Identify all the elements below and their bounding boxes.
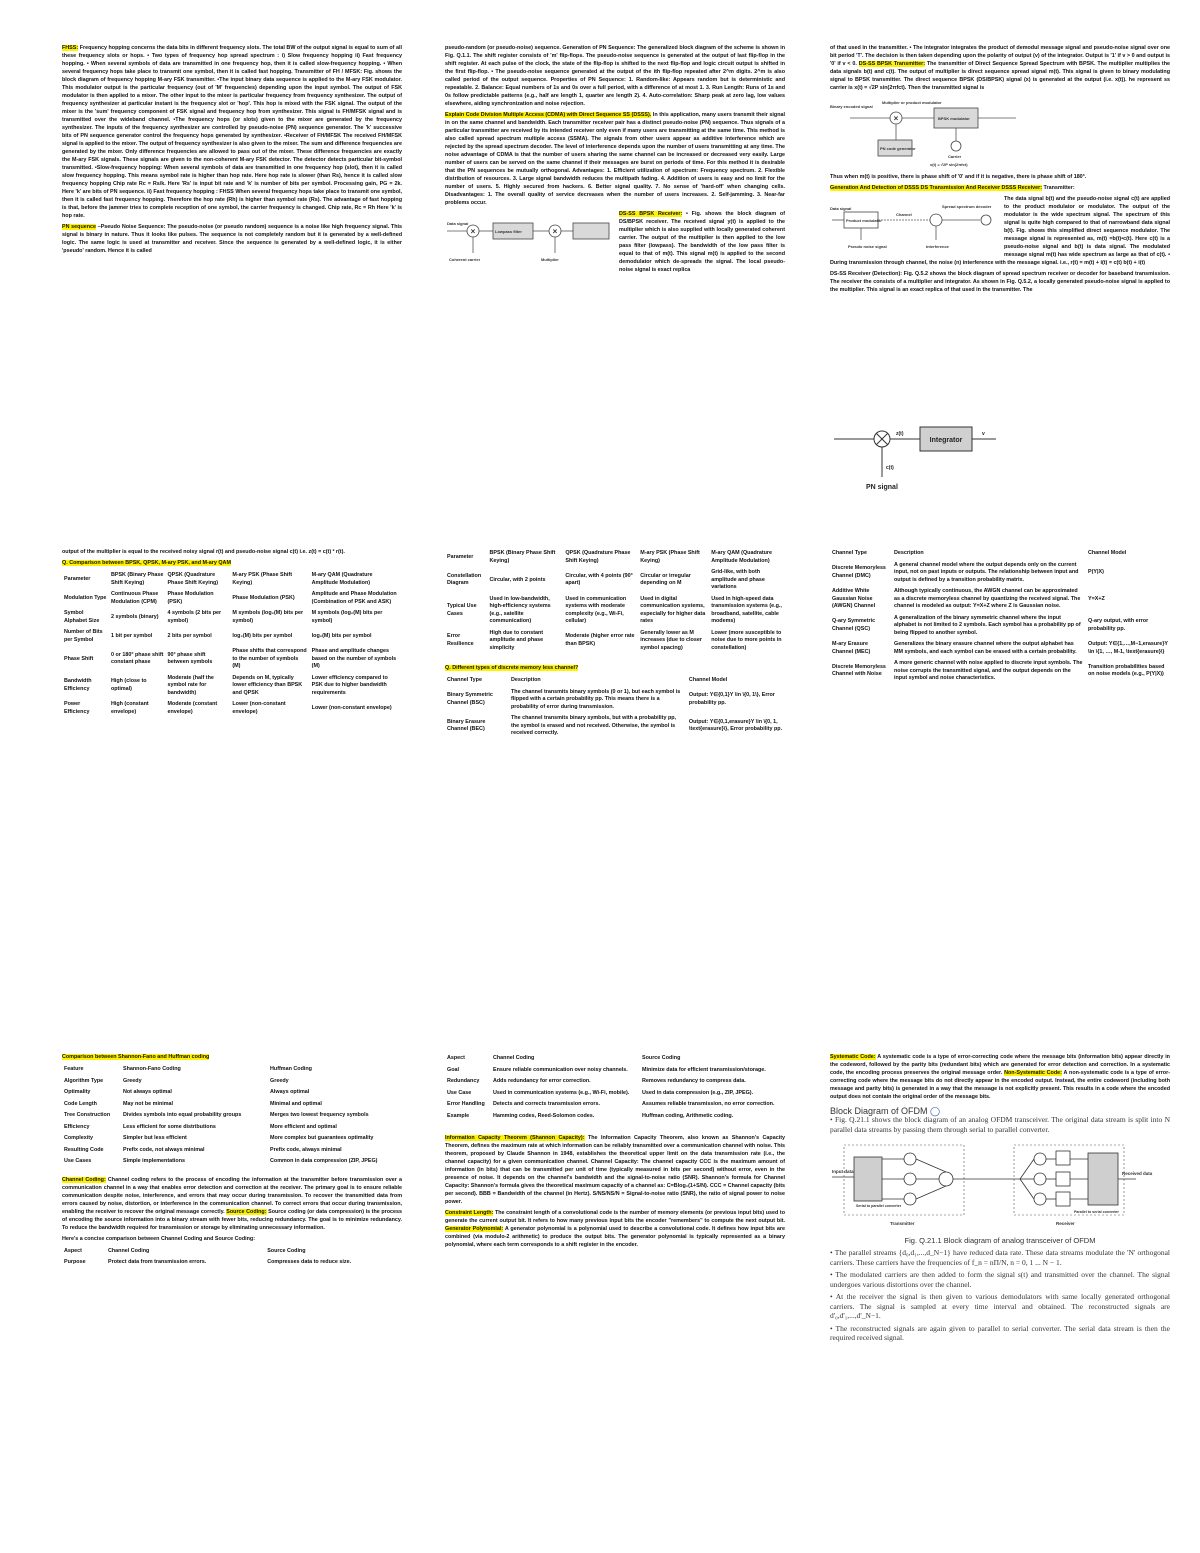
- header-cell: Shannon-Fano Coding: [123, 1066, 181, 1072]
- table-row: [445, 628, 785, 655]
- panel-fhss: [62, 44, 402, 499]
- svg-text:×: ×: [470, 227, 476, 236]
- header-cell: Aspect: [64, 1247, 82, 1254]
- table-cell: Generally lower as M increases (due to closer symbol spacing): [640, 629, 702, 651]
- ofdm-title-text: Block Diagram of OFDM: [830, 1106, 928, 1116]
- comp-title-text: Q. Comparison between BPSK, QPSK, M-ary PSK, and M-ary QAM: [62, 560, 231, 566]
- table-cell: Phase shifts that correspond to the number of symbols (M): [232, 648, 307, 669]
- table-cell: Assumes reliable transmission, no error correction.: [642, 1101, 775, 1107]
- table-row: [62, 673, 402, 700]
- table-cell: log₂(M) bits per symbol: [311, 632, 372, 639]
- pn-continued: pseudo-random (or pseudo-noise) sequence. Generation of PN Sequence: The generalized block diagram of the scheme is shown in Fig. Q.1.1. The shift register consists of 'm' flip-flops. The pseudo-noise sequence is generated at the output of last flip-flop in the shift register. At each pulse of the clock, the state of the flip-flop is shifted to the next flip-flop and logic circuit output is shifted in the first flip-flop. • The pseudo-noise sequence generated at the output of the ith flip-flop repeated after 2^m digits. 2^m is also called period of the output sequence. Properties of PN Sequence: 1. Random-like: Appears random but is deterministic and repeatable. 2. Balance: Equal numbers of 1s and 0s over a full period, with a difference of at most 1. 3. Run Length: Runs of 1s and 0s follow predictable patterns (e.g., half are length 1, quarter are length 2). 4. Auto-correlation: Sharp peak at zero lag, low values elsewhere, aiding synchronization and noise rejection.: [445, 45, 785, 107]
- table-cell: Moderate (higher error rate than BPSK): [565, 633, 635, 647]
- table-cell: Less efficient for some distributions: [123, 1123, 216, 1130]
- svg-text:×: ×: [893, 114, 899, 123]
- gp-text: A generator polynomial is a polynomial used to describe a convolutional code. It defines how input bits are combined (via modulo-2 arithmetic) to produce the output bits. The generator polynomial is typically represented as a binary polynomial, where each term corresponds to a shift register in the encoder.: [445, 1226, 785, 1248]
- ict-label: Information Capacity Theorem (Shannon Capacity):: [445, 1135, 585, 1141]
- v-label: v: [982, 431, 985, 437]
- cc-sc-summary: Here's a concise comparison between Channel Coding and Source Coding:: [62, 1235, 255, 1242]
- cdma-paragraph: [445, 111, 785, 207]
- ofdm-block-diagram: [830, 1137, 1170, 1245]
- table-row: [445, 1088, 785, 1100]
- fig-pn: PN code generator: [880, 146, 916, 151]
- header-cell: M-ary QAM (Quadrature Amplitude Modulation): [311, 572, 373, 586]
- table-header-row: [62, 1246, 402, 1258]
- table-cell: 90° phase shift between symbols: [167, 651, 213, 666]
- panel-shannon-huffman: [62, 1053, 402, 1483]
- ofdm-bullet-4: • At the receiver the signal is then given to various demodulators with same locally generated orthogonal carriers. The signal is sampled at every time interval and obtained. The reconstructed signals are d'₀,d'₁,...,d'_N−1.: [830, 1292, 1170, 1320]
- table-cell: Discrete Memoryless Channel (DMC): [832, 565, 886, 579]
- cc-sc-table-cont: [445, 1053, 785, 1122]
- header-cell: BPSK (Binary Phase Shift Keying): [489, 550, 556, 564]
- table-cell: log₂(M) bits per symbol: [232, 632, 293, 639]
- gen-fig-channel: Channel: [896, 212, 912, 217]
- table-cell: Q-ary Symmetric Channel (QSC): [832, 618, 876, 632]
- table-cell: Y=X+Z: [1088, 595, 1105, 602]
- table-cell: Used in communication systems (e.g., Wi-Fi, mobile).: [493, 1089, 630, 1096]
- svg-text:×: ×: [552, 227, 558, 236]
- table-cell: Lower (more susceptible to noise due to more points in constellation): [711, 629, 782, 651]
- table-cell: Error Handling: [447, 1101, 485, 1107]
- table-cell: Always optimal: [270, 1089, 310, 1095]
- gen-fig-decoder: Spread spectrum decoder: [942, 204, 992, 209]
- table-row: [445, 1076, 785, 1088]
- table-cell: Discrete Memoryless Channel with Noise: [832, 663, 886, 678]
- ofdm-input-label: Input data: [832, 1169, 854, 1174]
- fig-carrier: Carrier: [948, 154, 962, 159]
- pn-paragraph: [62, 223, 402, 255]
- table-cell: Continuous Phase Modulation (CPM): [110, 591, 159, 605]
- ofdm-output-label: Received data: [1122, 1171, 1153, 1176]
- table-row: [830, 613, 1170, 640]
- header-cell: Description: [511, 677, 541, 683]
- table-cell: Grid-like, with both amplitude and phase variations: [711, 569, 765, 590]
- dsbpsk-text: • Fig. shows the block diagram of DS/BPSK receiver. The received signal y(t) is applied to the multiplier which is also supplied with locally generated coherent carrier. The output of the multiplier is then applied to the low pass filter (lowpass). The bandwidth of the low pass filter is equal to that of m(t). This signal m(t) is applied to the second demodulator which de-spreads the signal. The local pseudo-noise signal is exact replica: [619, 211, 785, 273]
- fig-eq: x(t) = √2P sin(2πfct): [930, 162, 968, 167]
- sf-title: [62, 1053, 402, 1061]
- table-cell: A generalization of the binary symmetric channel where the input alphabet is not limited to 2 symbols. Each symbol has a probability pp of being flipped to another symbol.: [894, 614, 1081, 636]
- header-cell: Channel Type: [447, 677, 482, 683]
- table-cell: High (constant envelope): [110, 701, 149, 715]
- gen-fig-data: Data signal: [830, 206, 852, 211]
- table-cell: Redundancy: [447, 1078, 480, 1084]
- panel-comparison-psk: [62, 548, 402, 938]
- header-cell: Description: [894, 550, 924, 556]
- table-cell: Prefix code, not always minimal: [123, 1146, 205, 1153]
- header-cell: M-ary QAM (Quadrature Amplitude Modulation): [711, 550, 773, 564]
- table-cell: Constellation Diagram: [447, 572, 482, 587]
- systematic-paragraph: [830, 1053, 1170, 1101]
- header-cell: Channel Coding: [108, 1247, 150, 1254]
- dsbpsk-receiver-diagram: [445, 213, 615, 273]
- table-cell: Output: Y∈{1,…,M−1,erasure}Y \in \{1, …, M-1, \text{erasure}\}: [1088, 641, 1168, 655]
- dsss-gen-diagram: [830, 198, 1000, 254]
- table-cell: Bandwidth Efficiency: [64, 678, 92, 692]
- fig-binary: Binary encoded signal: [830, 104, 873, 109]
- table-cell: Phase and amplitude changes based on the number of symbols (M): [311, 648, 397, 669]
- pn-text: –Pseudo Noise Sequence: The pseudo-noise (or pseudo random) sequence is a noise like high frequency signal. This signal is binary in nature. Thus it looks like pulses. The sequence is not completely random but it is generated by a well-defined logic. The same logic is used at transmitter and receiver. Since the sequence is generated by a well-defined logic, it is either 'pseudo' random. Hence it is called: [62, 224, 402, 254]
- table-row: [445, 1099, 785, 1111]
- table-cell: Modulation Type: [64, 594, 107, 601]
- table-row: [62, 1156, 402, 1168]
- table-row: [62, 646, 402, 673]
- header-cell: QPSK (Quadrature Phase Shift Keying): [565, 550, 631, 564]
- ofdm-section: [830, 1107, 1170, 1343]
- table-cell: Protect data from transmission errors.: [108, 1259, 207, 1265]
- table-cell: Although typically continuous, the AWGN channel can be approximated as a discrete memoryless channel by quantizing the received signal. The channel is modeled as output: Y=X+Z where Z is Gaussian noise.: [894, 588, 1081, 609]
- header-cell: Channel Coding: [493, 1055, 535, 1061]
- table-row: [62, 1099, 402, 1111]
- table-cell: M symbols (log₂(M) bits per symbol): [232, 610, 304, 624]
- ofdm-bullet-3: • The modulated carriers are then added to form the signal s(t) and transmitted over the channel. The signal undergoes various distortions over the channel.: [830, 1270, 1170, 1289]
- table-cell: A general channel model where the output depends only on the current input, not on past inputs or outputs. The relationship between input and output is defined by a transition probability matrix.: [894, 561, 1079, 583]
- header-cell: Parameter: [64, 575, 91, 582]
- cc-label: Channel Coding:: [62, 1176, 106, 1183]
- gp-label: Generator Polynomial:: [445, 1226, 504, 1232]
- sf-huffman-table: [62, 1064, 402, 1168]
- table-cell: The channel transmits binary symbols (0 or 1), but each symbol is flipped with a certain probability pp. This means there is a probability of error during transmission.: [511, 688, 681, 710]
- fhss-label: FHSS:: [62, 45, 79, 51]
- header-cell: Channel Model: [688, 677, 728, 683]
- header-cell: Aspect: [447, 1055, 465, 1061]
- table-cell: Phase Shift: [64, 655, 94, 662]
- table-row: [62, 1257, 402, 1269]
- table-row: [830, 586, 1170, 613]
- table-cell: Purpose: [64, 1259, 86, 1265]
- table-cell: M-ary Erasure Channel (MEC): [832, 641, 871, 655]
- table-cell: Example: [447, 1112, 470, 1119]
- table-header-row: [445, 1053, 785, 1065]
- cl-paragraph: [445, 1209, 785, 1249]
- table-cell: Efficiency: [64, 1123, 90, 1130]
- psk-comparison-table: [62, 570, 402, 718]
- header-cell: BPSK (Binary Phase Shift Keying): [110, 572, 164, 586]
- table-row: [62, 627, 402, 646]
- table-cell: Output: Y∈{0,1}Y \in \{0, 1\}, Error probability pp.: [688, 692, 775, 706]
- table-row: [62, 1145, 402, 1157]
- table-cell: Transition probabilities based on noise models (e.g., P(Y|X)): [1088, 663, 1165, 678]
- table-cell: Detects and corrects transmission errors.: [493, 1101, 600, 1107]
- table-cell: High (close to optimal): [110, 678, 147, 692]
- dsbpsk-label: DS-SS BPSK Receiver:: [619, 211, 683, 217]
- table-header-row: [62, 1064, 402, 1076]
- table-cell: Symbol Alphabet Size: [64, 610, 100, 624]
- table-cell: Ensure reliable communication over noisy channels.: [493, 1066, 628, 1073]
- table-cell: Typical Use Cases: [447, 603, 477, 617]
- table-cell: Simple implementations: [123, 1158, 186, 1164]
- table-cell: More complex but guarantees optimality: [270, 1135, 374, 1141]
- mem-title: [445, 664, 785, 672]
- table-row: [62, 699, 402, 718]
- table-row: [62, 1122, 402, 1134]
- cc-sc-table: [62, 1246, 402, 1269]
- ofdm-sp-label: Serial to parallel converter: [856, 1204, 902, 1208]
- dsss-intro: [830, 44, 1170, 92]
- table-cell: Goal: [447, 1066, 459, 1073]
- table-cell: 1 bit per symbol: [110, 632, 153, 639]
- fig-label-lpf: Lowpass filter: [495, 229, 522, 234]
- table-cell: Greedy: [123, 1077, 142, 1084]
- table-cell: Adds redundancy for error correction.: [493, 1078, 591, 1084]
- ict-paragraph: [445, 1134, 785, 1206]
- table-cell: Additive White Gaussian Noise (AWGN) Channel: [832, 588, 876, 609]
- table-cell: Complexity: [64, 1135, 94, 1141]
- table-cell: M symbols (log₂(M) bits per symbol): [311, 610, 383, 624]
- table-cell: Use Cases: [64, 1158, 92, 1164]
- table-cell: Minimize data for efficient transmission/storage.: [642, 1066, 766, 1073]
- gen-label: Generation And Detection of DSSS DS Transmission And Receiver DSSS Receiver:: [830, 185, 1042, 191]
- panel-channel-types: [830, 548, 1170, 938]
- header-cell: Feature: [64, 1066, 84, 1072]
- table-cell: Hamming codes, Reed-Solomon codes.: [493, 1112, 595, 1119]
- table-cell: Binary Symmetric Channel (BSC): [447, 692, 493, 706]
- table-cell: Circular, with 4 points (90° apart): [565, 572, 633, 587]
- gen-heading: [830, 184, 1170, 192]
- sys-text: A systematic code is a type of error-correcting code where the message bits (information bits) appear directly in the codeword, followed by the parity bits (redundant bits) which are generated for error detection and correction. In a systematic code, the encoding process preserves the original message order.: [830, 1054, 1170, 1076]
- table-cell: Used in data compression (e.g., ZIP, JPEG).: [642, 1089, 754, 1096]
- table-header-row: [445, 675, 785, 687]
- table-cell: Lower efficiency compared to PSK due to higher bandwidth requirements: [311, 674, 388, 696]
- panel-coding-capacity: [445, 1053, 785, 1483]
- table-cell: Removes redundancy to compress data.: [642, 1078, 746, 1084]
- header-cell: Huffman Coding: [270, 1066, 312, 1072]
- table-cell: Common in data compression (ZIP, JPEG): [270, 1158, 378, 1164]
- table-cell: May not be minimal: [123, 1100, 174, 1107]
- table-row: [62, 1133, 402, 1145]
- table-cell: A more generic channel with noise applied to discrete input symbols. The noise corrupts the transmitted signal, and the output depends on the input symbol and noise characteristics.: [894, 660, 1083, 681]
- table-cell: Prefix code, always minimal: [270, 1146, 342, 1153]
- sc-label: Source Coding:: [226, 1208, 267, 1215]
- psk-comparison-table-2: [445, 548, 785, 654]
- cdma-text: In this application, many users transmit their signal in on the same channel and bandwidth. Each transmitter receiver pair has a distinct pseudo-noise (PN) sequence. Thus signals of a particular transmitter are received by its intended receiver only even if many users are transmitting at the same time. This method is also called spread spectrum multiple access (SSMA). The signals from other users appear as additive interference which are rejected by the spread spectrum decoder. The level of interference depends upon the number of users transmitting at any time. The noise advantage of CDMA is that the number of users sharing the same channel can be increased or decreased very easily. Large number of users can be served on the same channel if their messages are burst on periods of time. For this method it is desirable that the PN sequences be mutually orthogonal. Advantages: 1. Efficient utilization of spectrum: Frequency spectrum. 2. Flexible distribution of resources. 3. Large signal bandwidth reduces the multipath fading. 4. Addition of users is easy and no limit for the number of users. 5. Highly secured from hackers. 6. Better signal quality. 7. No sense of 'hard-off' when changing cells. Disadvantages: 1. The overall quality of service decreases when the number of users increases. 2. Self-jamming. 3. Near-far problems occur.: [445, 112, 785, 206]
- gen-text: The data signal b(t) and the pseudo-noise signal c(t) are applied to the product modulator or modulator. The output of the modulator is the wide spectrum signal. The spectrum of this signal is quite high compared to that of narrowband data signal b(t). Fig. shows this simplified direct sequence modulator. The message signal is represented as, m(t) =b(t)•c(t). Here c(t) is a pseudo-noise signal and b(t) is data signal. The modulated message signal m(t) has wide spectrum as large as that of c(t). • During transmission through channel, the noise (n) interference with the message signal. i.e., r(t) = m(t) + i(t) = c(t) b(t) + i(t): [830, 196, 1170, 266]
- gen-fig-pn: Pseudo noise signal: [848, 244, 887, 249]
- panel-pn-cdma: [445, 44, 785, 499]
- table-header-row: [445, 548, 785, 567]
- gen-fig-noise: Interference: [926, 244, 949, 249]
- edit-icon: ◯: [930, 1106, 941, 1116]
- header-cell: M-ary PSK (Phase Shift Keying): [232, 572, 292, 586]
- table-cell: 4 symbols (2 bits per symbol): [167, 610, 222, 624]
- ofdm-ps-label: Parallel to serial converter: [1074, 1210, 1119, 1214]
- gen-tx-label: Transmitter:: [1043, 185, 1075, 191]
- table-row: [830, 658, 1170, 685]
- gen-fig-prod: Product modulator: [846, 218, 882, 223]
- header-cell: Source Coding: [642, 1055, 681, 1061]
- table-cell: Q-ary output, with error probability pp.: [1088, 618, 1149, 632]
- table-cell: Used in high-speed data transmission systems (e.g., broadband, satellite, cable modems): [711, 595, 782, 624]
- table-cell: Binary Erasure Channel (BEC): [447, 718, 486, 733]
- table-cell: Use Case: [447, 1089, 472, 1096]
- ofdm-figure-caption: Fig. Q.21.1 Block diagram of analog transceiver of OFDM: [904, 1236, 1096, 1245]
- table-cell: Circular, with 2 points: [489, 576, 546, 583]
- ds-transmitter-diagram: [830, 98, 1020, 170]
- table-cell: More efficient and optimal: [270, 1123, 337, 1130]
- sc-text: Source coding (or data compression) is the process of encoding the source information into a binary stream with fewer bits, reducing redundancy. The goal is to minimize redundancy. To reduce the bandwidth required for transmission or storage by eliminating unnecessary information.: [62, 1208, 402, 1231]
- ofdm-bullet-2: • The parallel streams {d₀,d₁,...,d_N−1} have reduced data rate. These data streams modulate the 'N' orthogonal carriers. These carriers have the frequencies of f_n = nΠ/N, n = 0, 1 ... N − 1.: [830, 1248, 1170, 1267]
- table-row: [62, 1110, 402, 1122]
- channel-types-table: [830, 548, 1170, 685]
- table-cell: Tree Construction: [64, 1112, 111, 1118]
- table-cell: Phase Modulation (PSK): [232, 594, 295, 601]
- table-cell: Divides symbols into equal probability groups: [123, 1112, 242, 1118]
- p4-intro: output of the multiplier is equal to the received noisy signal r(t) and pseudo-noise signal c(t) i.e. z(t) = c(t) ² r(t).: [62, 549, 345, 555]
- ds-tx-end: Thus when m(t) is positive, there is phase shift of '0' and if it is negative, there is phase shift of 180°.: [830, 174, 1087, 180]
- header-cell: Channel Type: [832, 550, 867, 556]
- table-header-row: [830, 548, 1170, 560]
- table-cell: Resulting Code: [64, 1146, 104, 1153]
- table-cell: P(Y|X): [1088, 569, 1104, 575]
- table-cell: Optimality: [64, 1089, 91, 1095]
- table-cell: Number of Bits per Symbol: [64, 629, 103, 643]
- gen-rx-text: Fig. Q.5.2 shows the block diagram of spread spectrum receiver or decoder for baseband transmission. The receiver the consists of a multiplier and integrator. As shown in Fig. Q.5.2, a locally generated pseudo-noise signal is applied to the multiplier. This signal is an exact replica of that used in the transmitter. The: [830, 271, 1170, 293]
- table-cell: Not always optimal: [123, 1089, 172, 1095]
- table-cell: 0 or 180° phase shift constant phase: [110, 651, 164, 666]
- integrator-diagram: [830, 417, 1000, 499]
- table-cell: Minimal and optimal: [270, 1100, 322, 1107]
- mem-title-text: Q. Different types of discrete memory less channel?: [445, 665, 579, 671]
- ofdm-bullet-5: • The reconstructed signals are again given to parallel to serial converter. The serial data stream is then the required received signal.: [830, 1323, 1170, 1342]
- fhss-paragraph: [62, 44, 402, 220]
- table-row: [830, 560, 1170, 587]
- table-row: [62, 608, 402, 627]
- table-cell: Generalizes the binary erasure channel where the output alphabet has MM symbols, and each symbol can be erased with a certain probability.: [894, 641, 1077, 655]
- panel-comparison-cont: [445, 548, 785, 938]
- table-row: [445, 1065, 785, 1077]
- table-cell: Lower (non-constant envelope): [232, 701, 286, 715]
- nonsys-text: A non-systematic code is a type of error-correcting code where the message bits do not directly appear in the encoded output. Instead, the entire codeword (including both message and parity bits) is generated in a way that the message is not explicitly present. This results in a code where the encoded output does not contain the original order of the message bits.: [830, 1070, 1170, 1100]
- table-cell: Amplitude and Phase Modulation (Combination of PSK and ASK): [311, 591, 397, 605]
- table-cell: Lower (non-constant envelope): [311, 704, 392, 711]
- table-cell: Used in communication systems with moderate complexity (e.g., Wi-Fi, cellular): [565, 595, 627, 624]
- header-cell: M-ary PSK (Phase Shift Keying): [640, 550, 700, 564]
- table-cell: The channel transmits binary symbols, but with a probability pp, the symbol is erased and not received. Otherwise, the symbol is received correctly.: [511, 715, 677, 736]
- table-header-row: [62, 570, 402, 589]
- table-cell: Huffman coding, Arithmetic coding.: [642, 1112, 734, 1119]
- table-row: [445, 594, 785, 628]
- table-row: [830, 639, 1170, 658]
- table-cell: High due to constant amplitude and phase simplicity: [489, 629, 544, 651]
- ds-tx-text: The transmitter of Direct Sequence Spread Spectrum with BPSK. The multiplier multiplies the data signals b(t) and c(t). The output of multiplier is direct sequence spread signal m(t). This signal is given to binary modulating signal to BPSK transmitter. The direct sequence BPSK (DS/BPSK) signal (x) is generated at the output (i.e. x(t)). he represent ss carrier is x(t) = √2P sin(2πfct). Then the transmitted signal is: [830, 61, 1170, 91]
- nonsys-label: Non-Systematic Code:: [1004, 1070, 1062, 1076]
- table-cell: Output: Y∈{0,1,erasure}Y \in \{0, 1, \text{erasure}\}, Error probability pp.: [688, 718, 783, 733]
- fig-bpsk: BPSK modulator: [938, 116, 970, 121]
- sys-label: Systematic Code:: [830, 1054, 876, 1060]
- panel-systematic-ofdm: [830, 1053, 1170, 1483]
- fig-label-input: Data signal: [447, 221, 469, 226]
- ofdm-tx-label: Transmitter: [890, 1221, 915, 1226]
- header-cell: QPSK (Quadrature Phase Shift Keying): [167, 572, 219, 586]
- table-cell: Circular or irregular depending on M: [640, 572, 691, 587]
- table-cell: Algorithm Type: [64, 1077, 104, 1084]
- comp-title: [62, 559, 402, 567]
- table-row: [62, 1087, 402, 1099]
- ct-label: c(t): [886, 465, 894, 471]
- table-cell: Used in low-bandwidth, high-efficiency systems (e.g., satellite communication): [489, 595, 551, 624]
- zt-label: z(t): [896, 431, 904, 437]
- ds-tx-label: DS-SS BPSK Transmitter:: [858, 61, 925, 67]
- gen-rx-label: DS-SS Receiver (Detection):: [830, 271, 903, 277]
- ict-text: The Information Capacity Theorem, also known as Shannon's Capacity Theorem, defines the maximum rate at which information can be reliably transmitted over a communication channel with noise. This theorem, proposed by Claude Shannon in 1948, establishes the theoretical upper limit on the data transmission rate (i.e., the channel capacity) for a given communication channel. Channel Capacity: The channel capacity CCC is the maximum amount of information (in bits) that can be transmitted per unit of time (typically measured in bits per second) without error, even in the presence of noise. It depends on the channel's bandwidth and the signal-to-noise ratio (SNR). Shannon's formula for Channel Capacity: Shannon's formula gives the theoretical maximum capacity of a channel as: C=Blog₂(1+S/N). CCC = Channel capacity (bits per second). BBB = Bandwidth of the channel (in Hertz). S/NS/NS/N = Signal-to-noise ratio (SNR), the ratio of signal power to noise power.: [445, 1135, 785, 1205]
- fig-mult: Multiplier or product modulator: [882, 100, 942, 105]
- header-cell: Channel Model: [1088, 550, 1127, 556]
- gen-rx-paragraph: [830, 270, 1170, 294]
- cl-label: Constraint Length:: [445, 1210, 494, 1216]
- table-cell: Depends on M, typically lower efficiency than BPSK and QPSK: [232, 674, 303, 696]
- integrator-label: Integrator: [929, 437, 963, 444]
- cdma-label: Explain Code Division Multiple Access (CDMA) with Direct Sequence SS (DSSS).: [445, 112, 652, 118]
- table-row: [62, 589, 402, 608]
- table-cell: 2 symbols (binary): [110, 613, 159, 620]
- table-cell: Compresses data to reduce size.: [267, 1259, 352, 1265]
- table-row: [445, 687, 785, 714]
- table-row: [445, 713, 785, 740]
- pn-label: PN sequence: [62, 224, 97, 230]
- table-cell: Moderate (half the symbol rate for bandwidth): [167, 674, 214, 696]
- fig-label-mult: Multiplier: [541, 257, 559, 262]
- table-cell: 2 bits per symbol: [167, 632, 212, 639]
- fig-label-carrier: Coherent carrier: [449, 257, 481, 262]
- table-cell: Moderate (constant envelope): [167, 701, 218, 715]
- fhss-text: Frequency hopping concerns the data bits in different frequency slots. The total BW of the output signal is equal to sum of all these frequency slots or hops. • Two types of frequency hop spread spectrum : i) Slow frequency hopping ii) Fast frequency hopping. • When several symbols of data are transmitted in one frequency hop, then it is called slow-frequency hopping. • When several frequency hops take place to transmit one symbol, then it is called fast hopping. Transmitter of FH / MFSK: Fig. shows the block diagram of frequency hopping M-ary FSK transmitter. •The input binary data sequence is applied to the M-ary FSK modulator. This modulator output is the particular frequency (out of 'M' frequencies) depending upon the input symbol. The output of FSK modulator is then applied to a mixer. The other input to the mixer is particular frequency from frequency synthesizer. The output of frequency synthesizer at particular instant is the frequency slot or 'hop'. This hop is mixed with the FSK signal. The output of the mixer is the 'sum' frequency component of FSK signal and frequency hop from synthesizer. This signal is FH/MFSK signal and is transmitted over the wideband channel. •The frequency hops (or slots) given to the mixer are generated by the frequency synthesizer. The inputs of the frequency synthesizer are controlled by pseudo-noise (PN) sequence generator. The 'k' successive bits of PN sequence generator control the frequency hops generated by synthesizer. •Receiver of FH/MFSK The received FH/MFSK signal is applied to the mixer. The output of frequency synthesizer is also given to the mixer. The sum and difference frequencies are generated by the mixer. Only difference frequencies are allowed to pass out of the mixer. These difference frequencies are exactly the M-ary FSK signals. These signals are given to the non-coherent M-ary FSK detector. The detector detects particular bit-symbol transmitted. •Slow-frequency hopping: When several symbols of data are transmitted in one frequency hop (slot), then it is called slow frequency hopping. This means symbol rate is higher than hop rate. Here hop rate is slower (than Rs), hence it is called slow frequency hopping Chip rate Rc = Rs/k. Here 'Rs' is input bit rate and 'k' is number of bits per symbol. Processing gain, PG = 2k. Here 'k' are bits of PN sequence. ii) Fast frequency hopping : FHSS When several frequency hops take place to transmit one symbol, then it is called fast frequency hopping. Therefore the hop rate (Rh) is higher than symbol rate (Rs). The advantage of fast hopping is that, before the jammer tries to complete reception of one symbol, the carrier frequency is changed. Chip rate, Rc = Rh Here 'k' is hop rate.: [62, 45, 402, 219]
- header-cell: Parameter: [447, 553, 474, 560]
- table-row: [62, 1076, 402, 1088]
- table-cell: Power Efficiency: [64, 701, 90, 715]
- sf-title-text: Comparison between Shannon-Fano and Huffman coding: [62, 1054, 210, 1060]
- table-row: [445, 567, 785, 594]
- table-cell: Used in digital communication systems, especially for higher data rates: [640, 595, 706, 624]
- table-cell: Error Resilience: [447, 633, 474, 647]
- table-cell: Phase Modulation (PSK): [167, 591, 214, 605]
- table-cell: Merges two lowest frequency symbols: [270, 1112, 369, 1118]
- memoryless-channel-table: [445, 675, 785, 740]
- header-cell: Source Coding: [267, 1247, 306, 1254]
- cl-text: The constraint length of a convolutional code is the number of memory elements (or previous input bits) used to generate the current output bit. It refers to how many previous input bits the encoder "remembers" to compute the next output bit.: [445, 1210, 785, 1224]
- pn-signal-label: PN signal: [866, 484, 898, 491]
- ofdm-bullet-1: • Fig. Q.21.1 shows the block diagram of an analog OFDM transceiver. The original data stream is split into N parallel data streams by passing them through serial to parallel converter.: [830, 1115, 1170, 1134]
- cc-text: Channel coding refers to the process of encoding the information at the transmitter before transmission over a communication channel in a way that enables error detection and correction at the receiver. The primary goal is to ensure reliable communication despite noise, interference, and errors that may occur during transmission. To recover the transmitted data from errors caused by noise, distortion, or interference in the communication channel. To correct errors that occur during transmission, enabling the receiver to recover the original message correctly.: [62, 1176, 402, 1215]
- table-cell: Simpler but less efficient: [123, 1135, 187, 1141]
- ofdm-rx-label: Receiver: [1056, 1221, 1075, 1226]
- table-cell: Code Length: [64, 1100, 97, 1107]
- panel-dsss: [830, 44, 1170, 499]
- dsss-intro-text: of that used in the transmitter. • The integrator integrates the product of demodul message signal and pseudo-noise signal over one bit period 'T'. The decision is then taken depending upon the polarity of output (v) of the integrator. Output is '1' if v > 0 and output is '0' if v < 0.: [830, 45, 1170, 67]
- channel-coding-paragraph: [62, 1176, 402, 1232]
- table-row: [445, 1111, 785, 1123]
- table-cell: Greedy: [270, 1077, 289, 1084]
- ofdm-title: [830, 1107, 1170, 1115]
